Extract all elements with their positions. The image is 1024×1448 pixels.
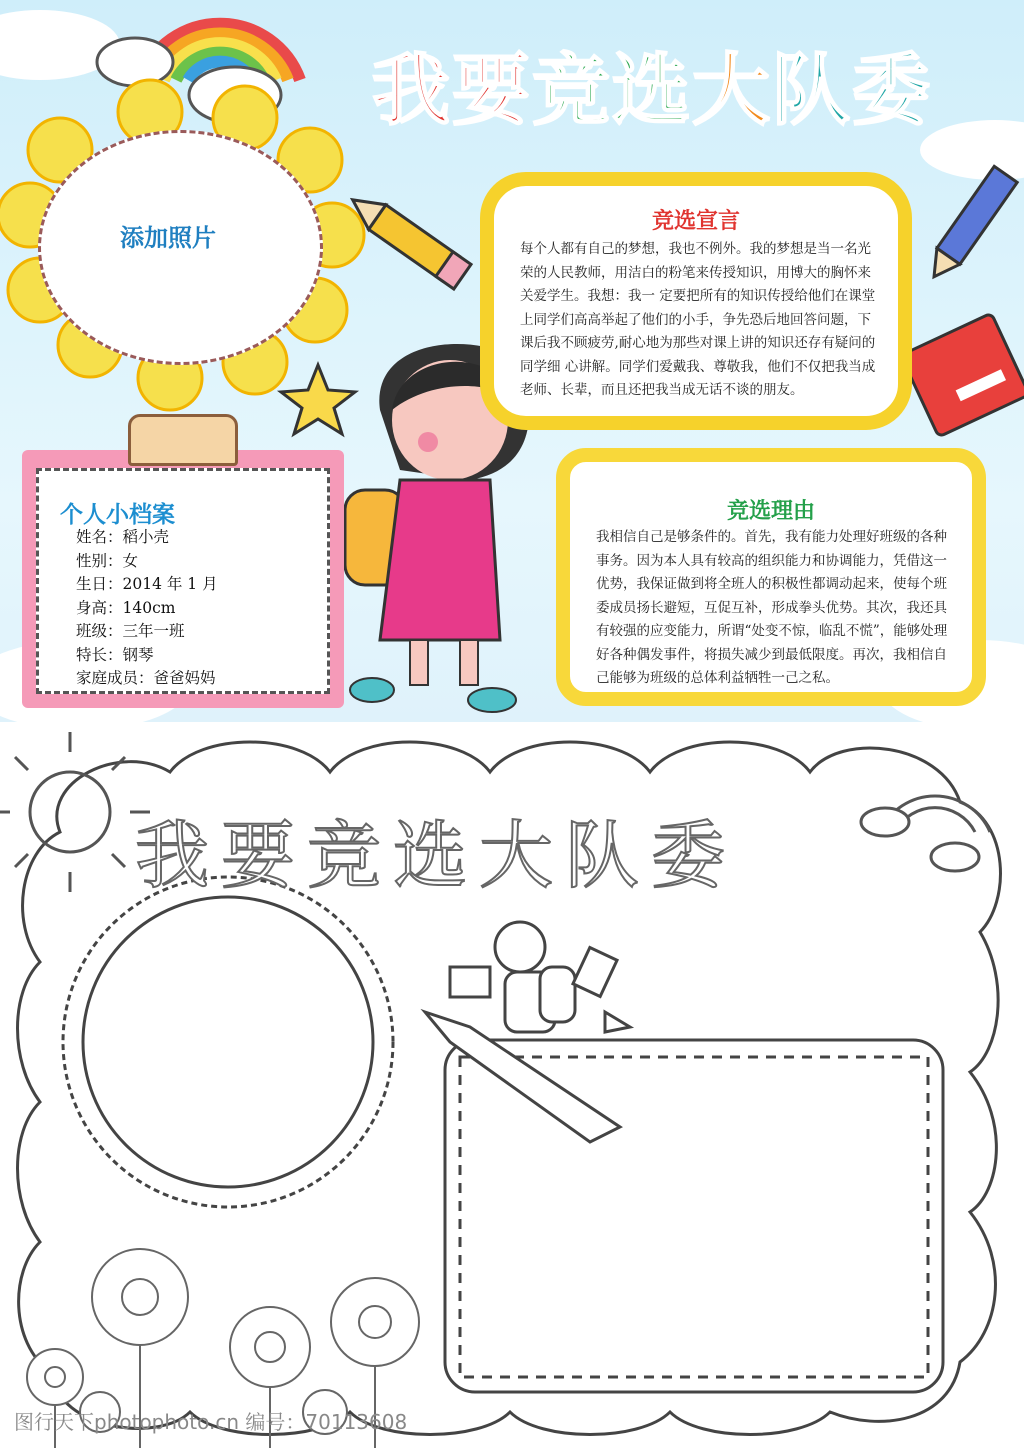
profile-heading: 个人小档案: [60, 502, 175, 528]
title-part: 我要: [372, 46, 533, 136]
clipboard-clip-icon: [128, 414, 238, 466]
title-part: 竞选: [532, 46, 693, 136]
pencil-icon: [923, 166, 1018, 284]
reason-panel: [556, 448, 986, 706]
declaration-panel: [480, 172, 912, 430]
outline-title: 我要竞选大队委: [135, 813, 737, 899]
color-page: [0, 0, 1024, 722]
profile-row: 班级：三年一班: [76, 622, 185, 640]
watermark: 图行天下photophoto.cn 编号：70113608: [14, 1410, 408, 1434]
profile-row: 性别：女: [76, 551, 139, 570]
page-title: [372, 28, 932, 140]
title-part: 大: [692, 46, 773, 136]
profile-row: 特长：钢琴: [76, 645, 154, 664]
reason-heading: 竞选理由: [726, 499, 815, 524]
profile-row: 生日：2014 年 1 月: [76, 575, 218, 593]
declaration-heading: 竞选宣言: [651, 209, 740, 234]
profile-list: [76, 526, 218, 691]
profile-row: 身高：140cm: [76, 598, 176, 617]
title-part: 队委: [772, 46, 933, 136]
star-icon: [281, 365, 355, 434]
outline-page: [0, 722, 1024, 1448]
photo-label: 添加照片: [120, 224, 216, 252]
profile-row: 姓名：稻小壳: [76, 528, 170, 546]
reason-text: 我相信自己是够条件的。首先，我有能力处理好班级的各种事务。因为本人具有较高的组织能力和协调能力，凭借这一优势，我保证做到将全班人的积极性都调动起来，使每个班委成员扬长避短，互促互补，形成拳头优势。其次，我还具有较强的应变能力，所谓“处变不惊，临乱不慌”，能够处理好各种偶发事件，将损失减少到最低限度。再次，我相信自己能够为班级的总体利益牺牲一己之私。: [596, 529, 948, 686]
profile-row: 家庭成员：爸爸妈妈: [76, 669, 216, 687]
notebook-icon: [901, 313, 1024, 437]
declaration-text: 每个人都有自己的梦想，我也不例外。我的梦想是当一名光荣的人民教师，用洁白的粉笔来传授知识，用博大的胸怀来关爱学生。我想：我一 定要把所有的知识传授给他们在课堂上同学们高高举起了他们的小手，争先恐后地回答问题，下课后我不顾疲劳,耐心地为那些对课上讲的知识还存有疑问的同学细 心讲解。同学们爱戴我、尊敬我，他们不仅把我当成老师、长辈，而且还把我当成无话不谈的朋友。: [520, 241, 876, 398]
sun-icon: [0, 732, 150, 892]
rainbow-outline-icon: [861, 796, 990, 871]
